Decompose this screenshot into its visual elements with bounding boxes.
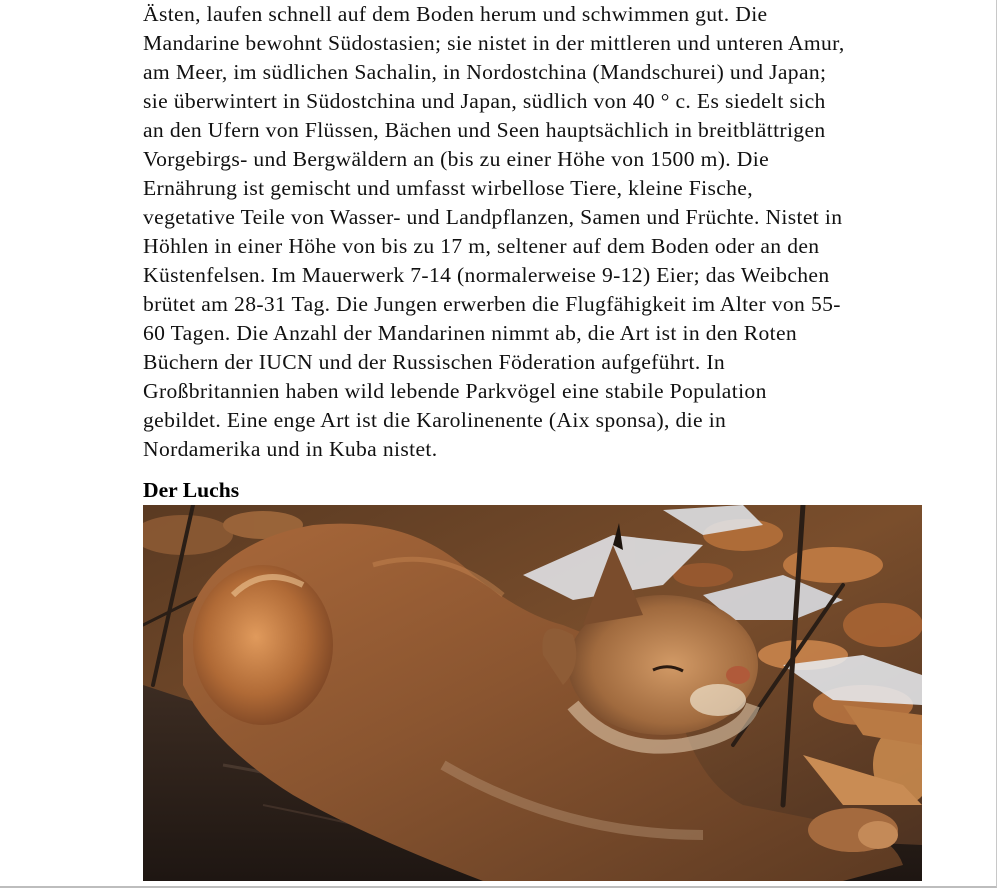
- paragraph-line: Vorgebirgs- und Bergwäldern an (bis zu einer Höhe von 1500 m). Die: [143, 147, 770, 171]
- paragraph-line: Höhlen in einer Höhe von bis zu 17 m, seltener auf dem Boden oder an den: [143, 234, 820, 258]
- paragraph-line: 60 Tagen. Die Anzahl der Mandarinen nimmt ab, die Art ist in den Roten: [143, 321, 798, 345]
- paragraph-line: Mandarine bewohnt Südostasien; sie nistet in der mittleren und unteren Amur,: [143, 31, 845, 55]
- paragraph-line: am Meer, im südlichen Sachalin, in Nordostchina (Mandschurei) und Japan;: [143, 60, 827, 84]
- paragraph-line: sie überwintert in Südostchina und Japan, südlich von 40 ° c. Es siedelt sich: [143, 89, 826, 113]
- lynx-photo: [143, 505, 922, 881]
- paragraph-line: Großbritannien haben wild lebende Parkvögel eine stabile Population: [143, 379, 767, 403]
- paragraph-line: gebildet. Eine enge Art ist die Karolinenente (Aix sponsa), die in: [143, 408, 727, 432]
- paragraph-line: vegetative Teile von Wasser- und Landpflanzen, Samen und Früchte. Nistet in: [143, 205, 843, 229]
- paragraph-line: Ästen, laufen schnell auf dem Boden herum und schwimmen gut. Die: [143, 2, 768, 26]
- paragraph-line: Büchern der IUCN und der Russischen Föderation aufgeführt. In: [143, 350, 726, 374]
- paragraph-line: an den Ufern von Flüssen, Bächen und Seen hauptsächlich in breitblättrigen: [143, 118, 826, 142]
- body-paragraph: [143, 0, 943, 464]
- paragraph-line: Ernährung ist gemischt und umfasst wirbellose Tiere, kleine Fische,: [143, 176, 753, 200]
- section-heading: Der Luchs: [143, 478, 240, 502]
- paragraph-line: brütet am 28-31 Tag. Die Jungen erwerben die Flugfähigkeit im Alter von 55-: [143, 292, 841, 316]
- paragraph-line: Nordamerika und in Kuba nistet.: [143, 437, 438, 461]
- paragraph-line: Küstenfelsen. Im Mauerwerk 7-14 (normalerweise 9-12) Eier; das Weibchen: [143, 263, 830, 287]
